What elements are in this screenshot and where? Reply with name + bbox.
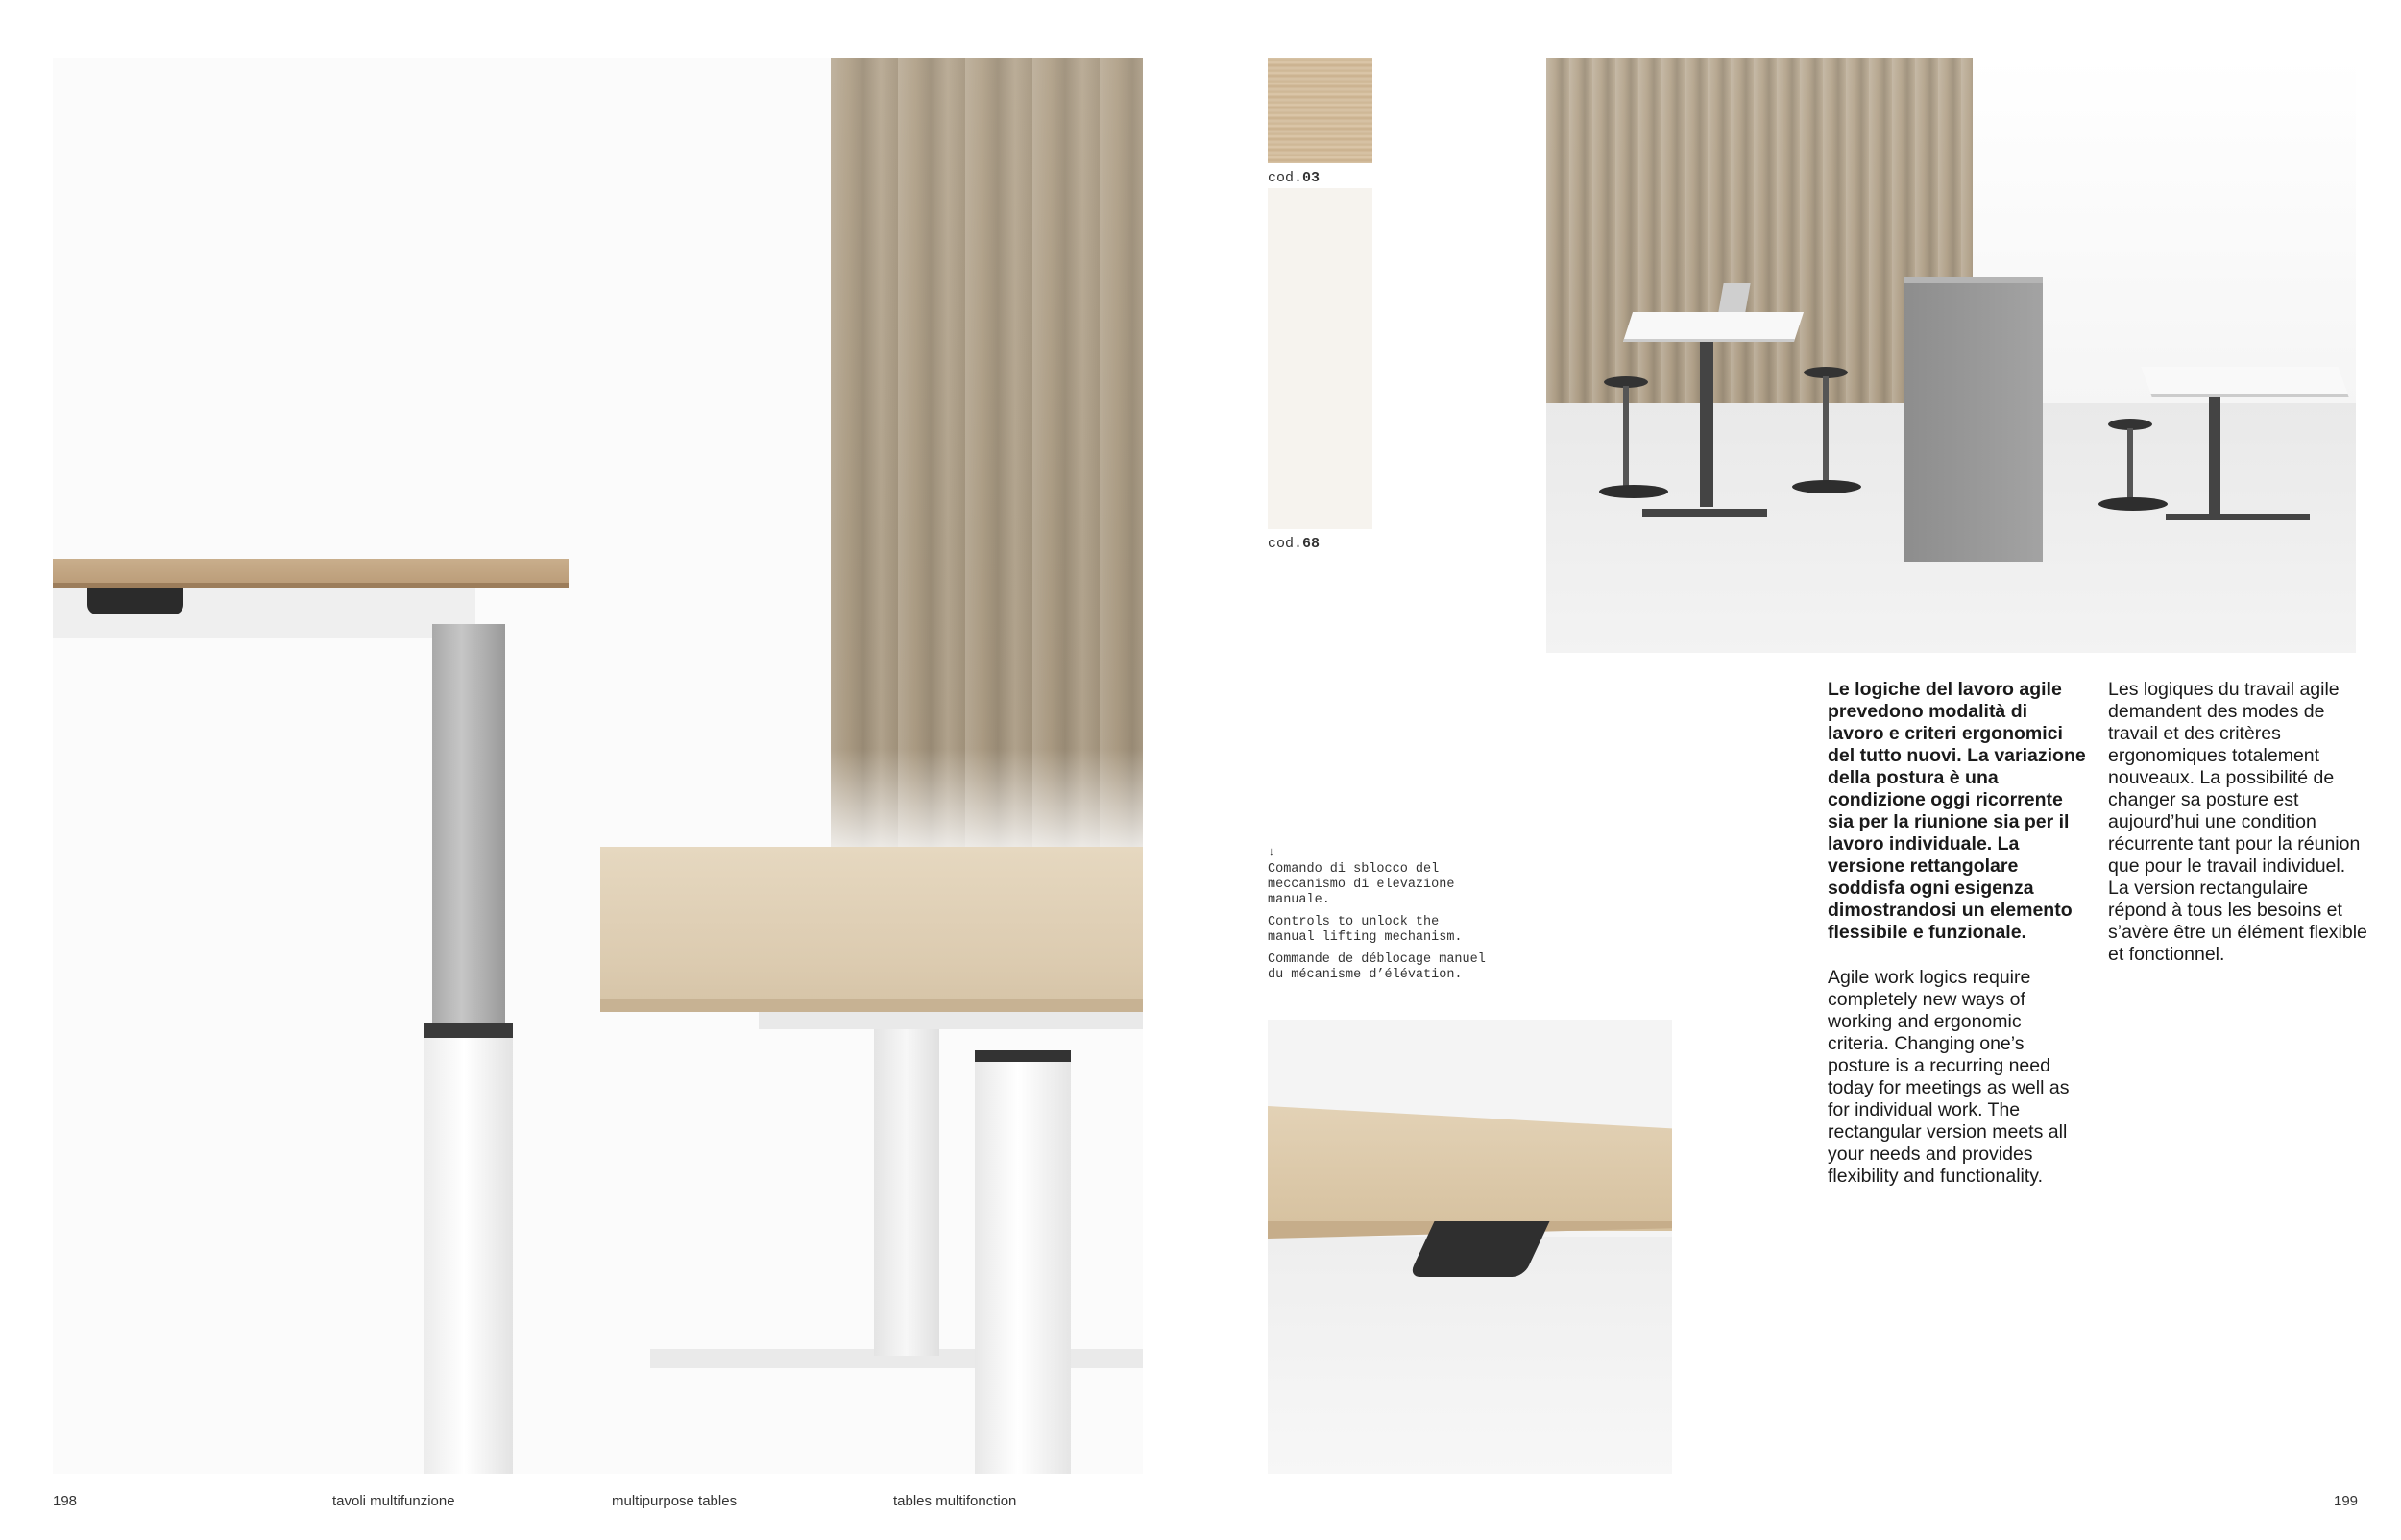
left-page-photo [53, 58, 1143, 1474]
detail-photo [1268, 1020, 1672, 1474]
page-number-left: 198 [53, 1493, 78, 1509]
desk-leg-lower [424, 1038, 513, 1474]
section-title-en: multipurpose tables [612, 1493, 738, 1509]
caption-en: Controls to unlock the manual lifting mechanism. [1268, 915, 1463, 945]
curtain [831, 58, 1143, 854]
detail-caption [1268, 845, 1489, 990]
finish-swatch-oak [1268, 58, 1372, 163]
caption-it: Comando di sblocco del meccanismo di elevazione manuale. [1268, 862, 1455, 907]
room-scene-photo [1546, 58, 2356, 653]
desk-leg [975, 1062, 1071, 1474]
desk-frame [759, 1012, 1143, 1029]
desk-leg [874, 1029, 939, 1356]
finish-swatch-white [1268, 188, 1372, 529]
body-text-en: Agile work logics require completely new ways of working and ergonomic criteria. Changing one’s posture is a recurring need today for meetings as well as for individual work. The rectangular version meets all your needs and provides flexibility and functionality. [1828, 967, 2070, 1187]
storage-cabinet [1904, 283, 2043, 562]
body-text-it: Le logiche del lavoro agile prevedono modalità di lavoro e criteri ergonomici del tutto nuovi. La variazione della postura è una condizione oggi ricorrente sia per la riunione sia per il lavoro individuale. La versione rettangolare soddisfa ogni esigenza dimostrandosi un elemento flessibile e funzionale. [1828, 679, 2086, 943]
standing-table [1623, 312, 1804, 342]
desk-leg-upper [432, 624, 505, 1025]
swatch-code-label: cod.03 [1268, 170, 1321, 186]
caption-fr: Commande de déblocage manuel du mécanisme d’élévation. [1268, 952, 1486, 982]
down-arrow-icon: ↓ [1268, 845, 1275, 859]
section-title-it: tavoli multifunzione [332, 1493, 455, 1509]
laptop [1718, 283, 1750, 312]
unlock-handle [87, 588, 183, 614]
body-text-fr: Les logiques du travail agile demandent des modes de travail et des critères ergonomiques totalement nouveaux. La possibilité de changer sa posture est aujourd’hui une condition récurrente tant pour la réunion que pour le travail individuel. La version rectangulaire répond à tous les besoins et s’avère être un élément flexible et fonctionnel. [2108, 679, 2367, 965]
desk-top-light-oak [1268, 1106, 1672, 1231]
section-title-fr: tables multifonction [893, 1493, 1017, 1509]
swatch-code-label: cod.68 [1268, 536, 1321, 552]
standing-table [2141, 367, 2348, 397]
desk-top-light-oak [600, 847, 1143, 1012]
page-number-right: 199 [2334, 1493, 2359, 1509]
